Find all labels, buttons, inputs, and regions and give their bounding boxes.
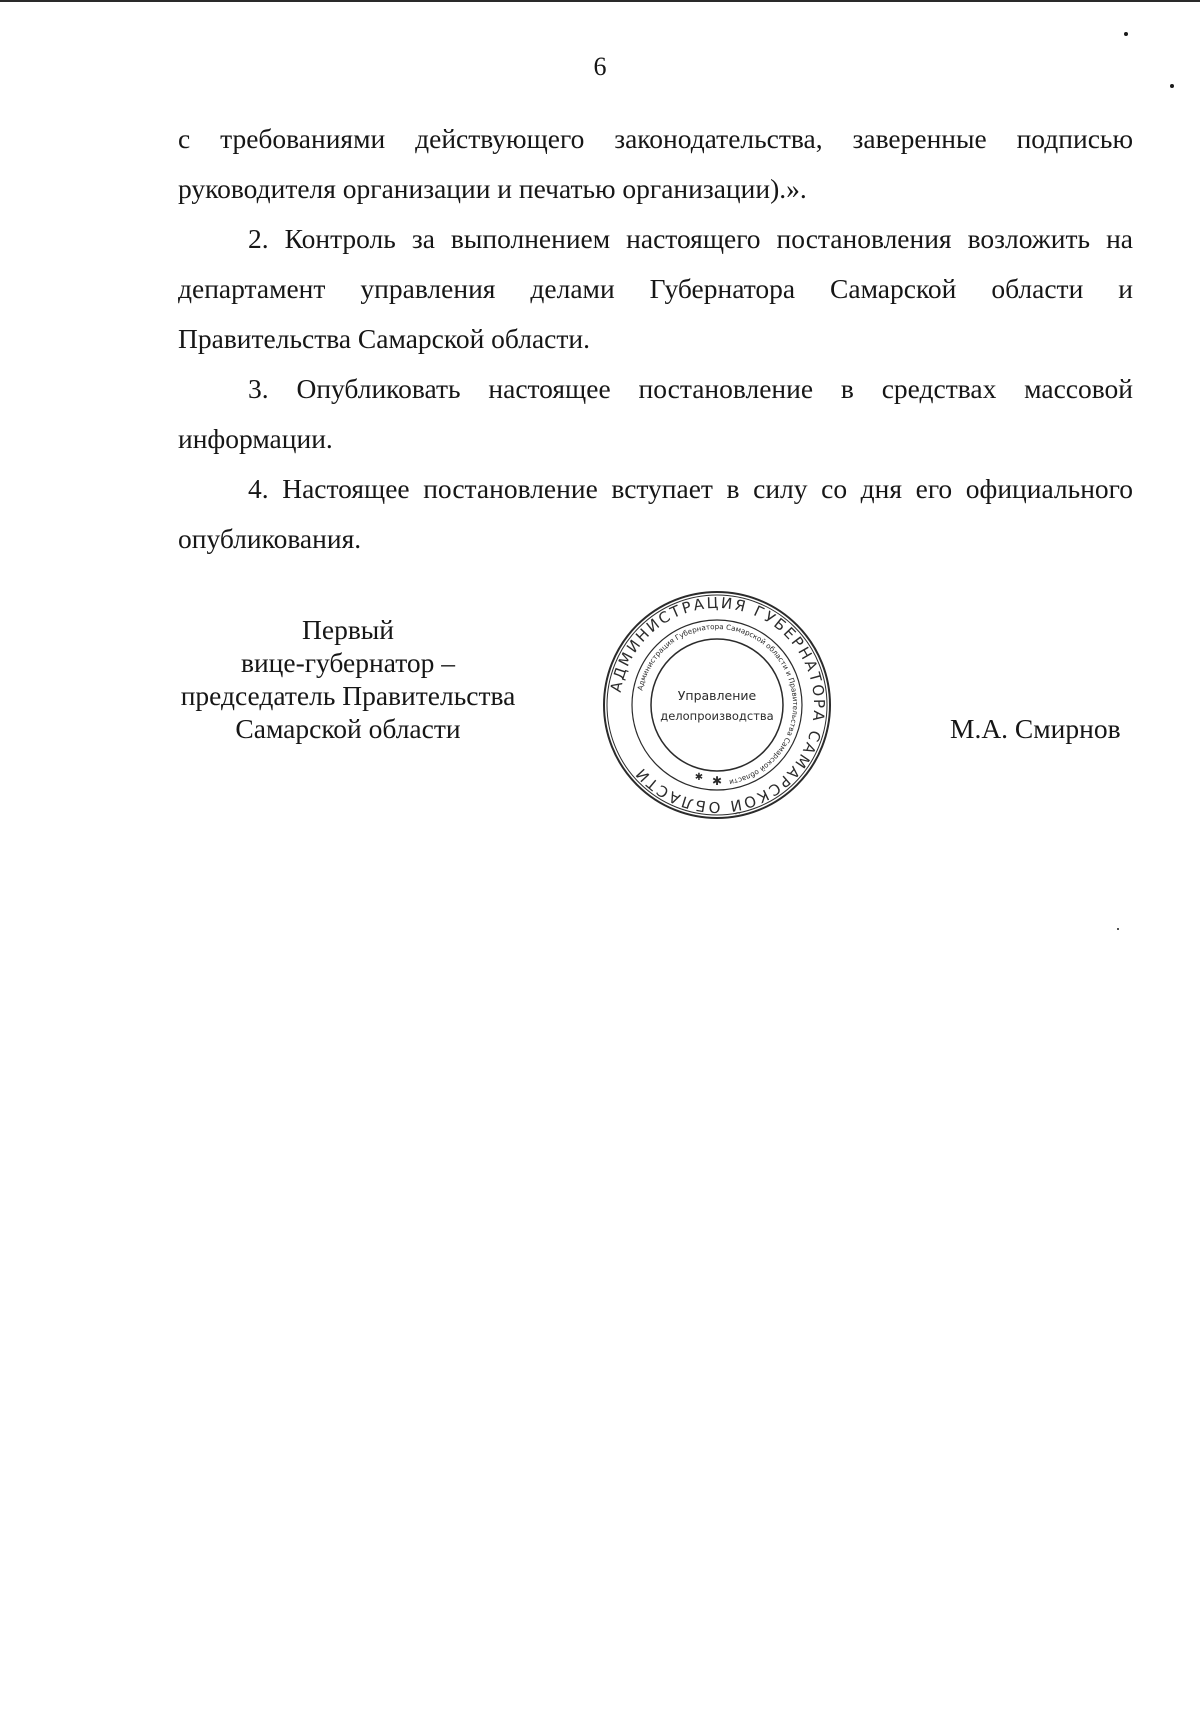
scan-speck	[1124, 32, 1128, 36]
paragraph-continuation: с требованиями действующего законодательства, заверенные подписью руководителя организации и печатью организации).».	[178, 123, 1133, 204]
signer-title-line: вице-губернатор –	[240, 647, 456, 678]
star-icon: ✱	[711, 774, 723, 788]
seal-center-line: делопроизводства	[660, 709, 774, 723]
signer-title-line: Самарской области	[235, 713, 461, 744]
seal-center-line: Управление	[677, 688, 757, 703]
scan-speck	[1170, 84, 1174, 88]
seal-outer-text: АДМИНИСТРАЦИЯ ГУБЕРНАТОРА САМАРСКОЙ ОБЛАСТИ	[606, 593, 829, 817]
signer-name: М.А. Смирнов	[950, 713, 1121, 744]
paragraph-effective-date: 4. Настоящее постановление вступает в силу со дня его официального опубликования.	[178, 473, 1133, 554]
seal-inner-text: Администрация Губернатора Самарской области и Правительства Самарской области	[635, 621, 801, 787]
page-number: 6	[593, 52, 607, 81]
paragraph-publish: 3. Опубликовать настоящее постановление в средствах массовой информации.	[178, 373, 1133, 454]
signer-title-line: председатель Правительства	[180, 680, 516, 711]
scan-speck	[1117, 928, 1119, 930]
official-seal	[600, 588, 834, 822]
paragraph-control: 2. Контроль за выполнением настоящего постановления возложить на департамент управления делами Губернатора Самарской области и Правительства Самарской области.	[178, 223, 1133, 354]
scan-border-line	[0, 0, 1200, 2]
star-icon: ✱	[694, 772, 704, 783]
seal-graphic	[600, 588, 834, 822]
document-body	[178, 114, 1133, 564]
signer-title	[168, 613, 528, 745]
signer-title-line: Первый	[302, 614, 394, 645]
